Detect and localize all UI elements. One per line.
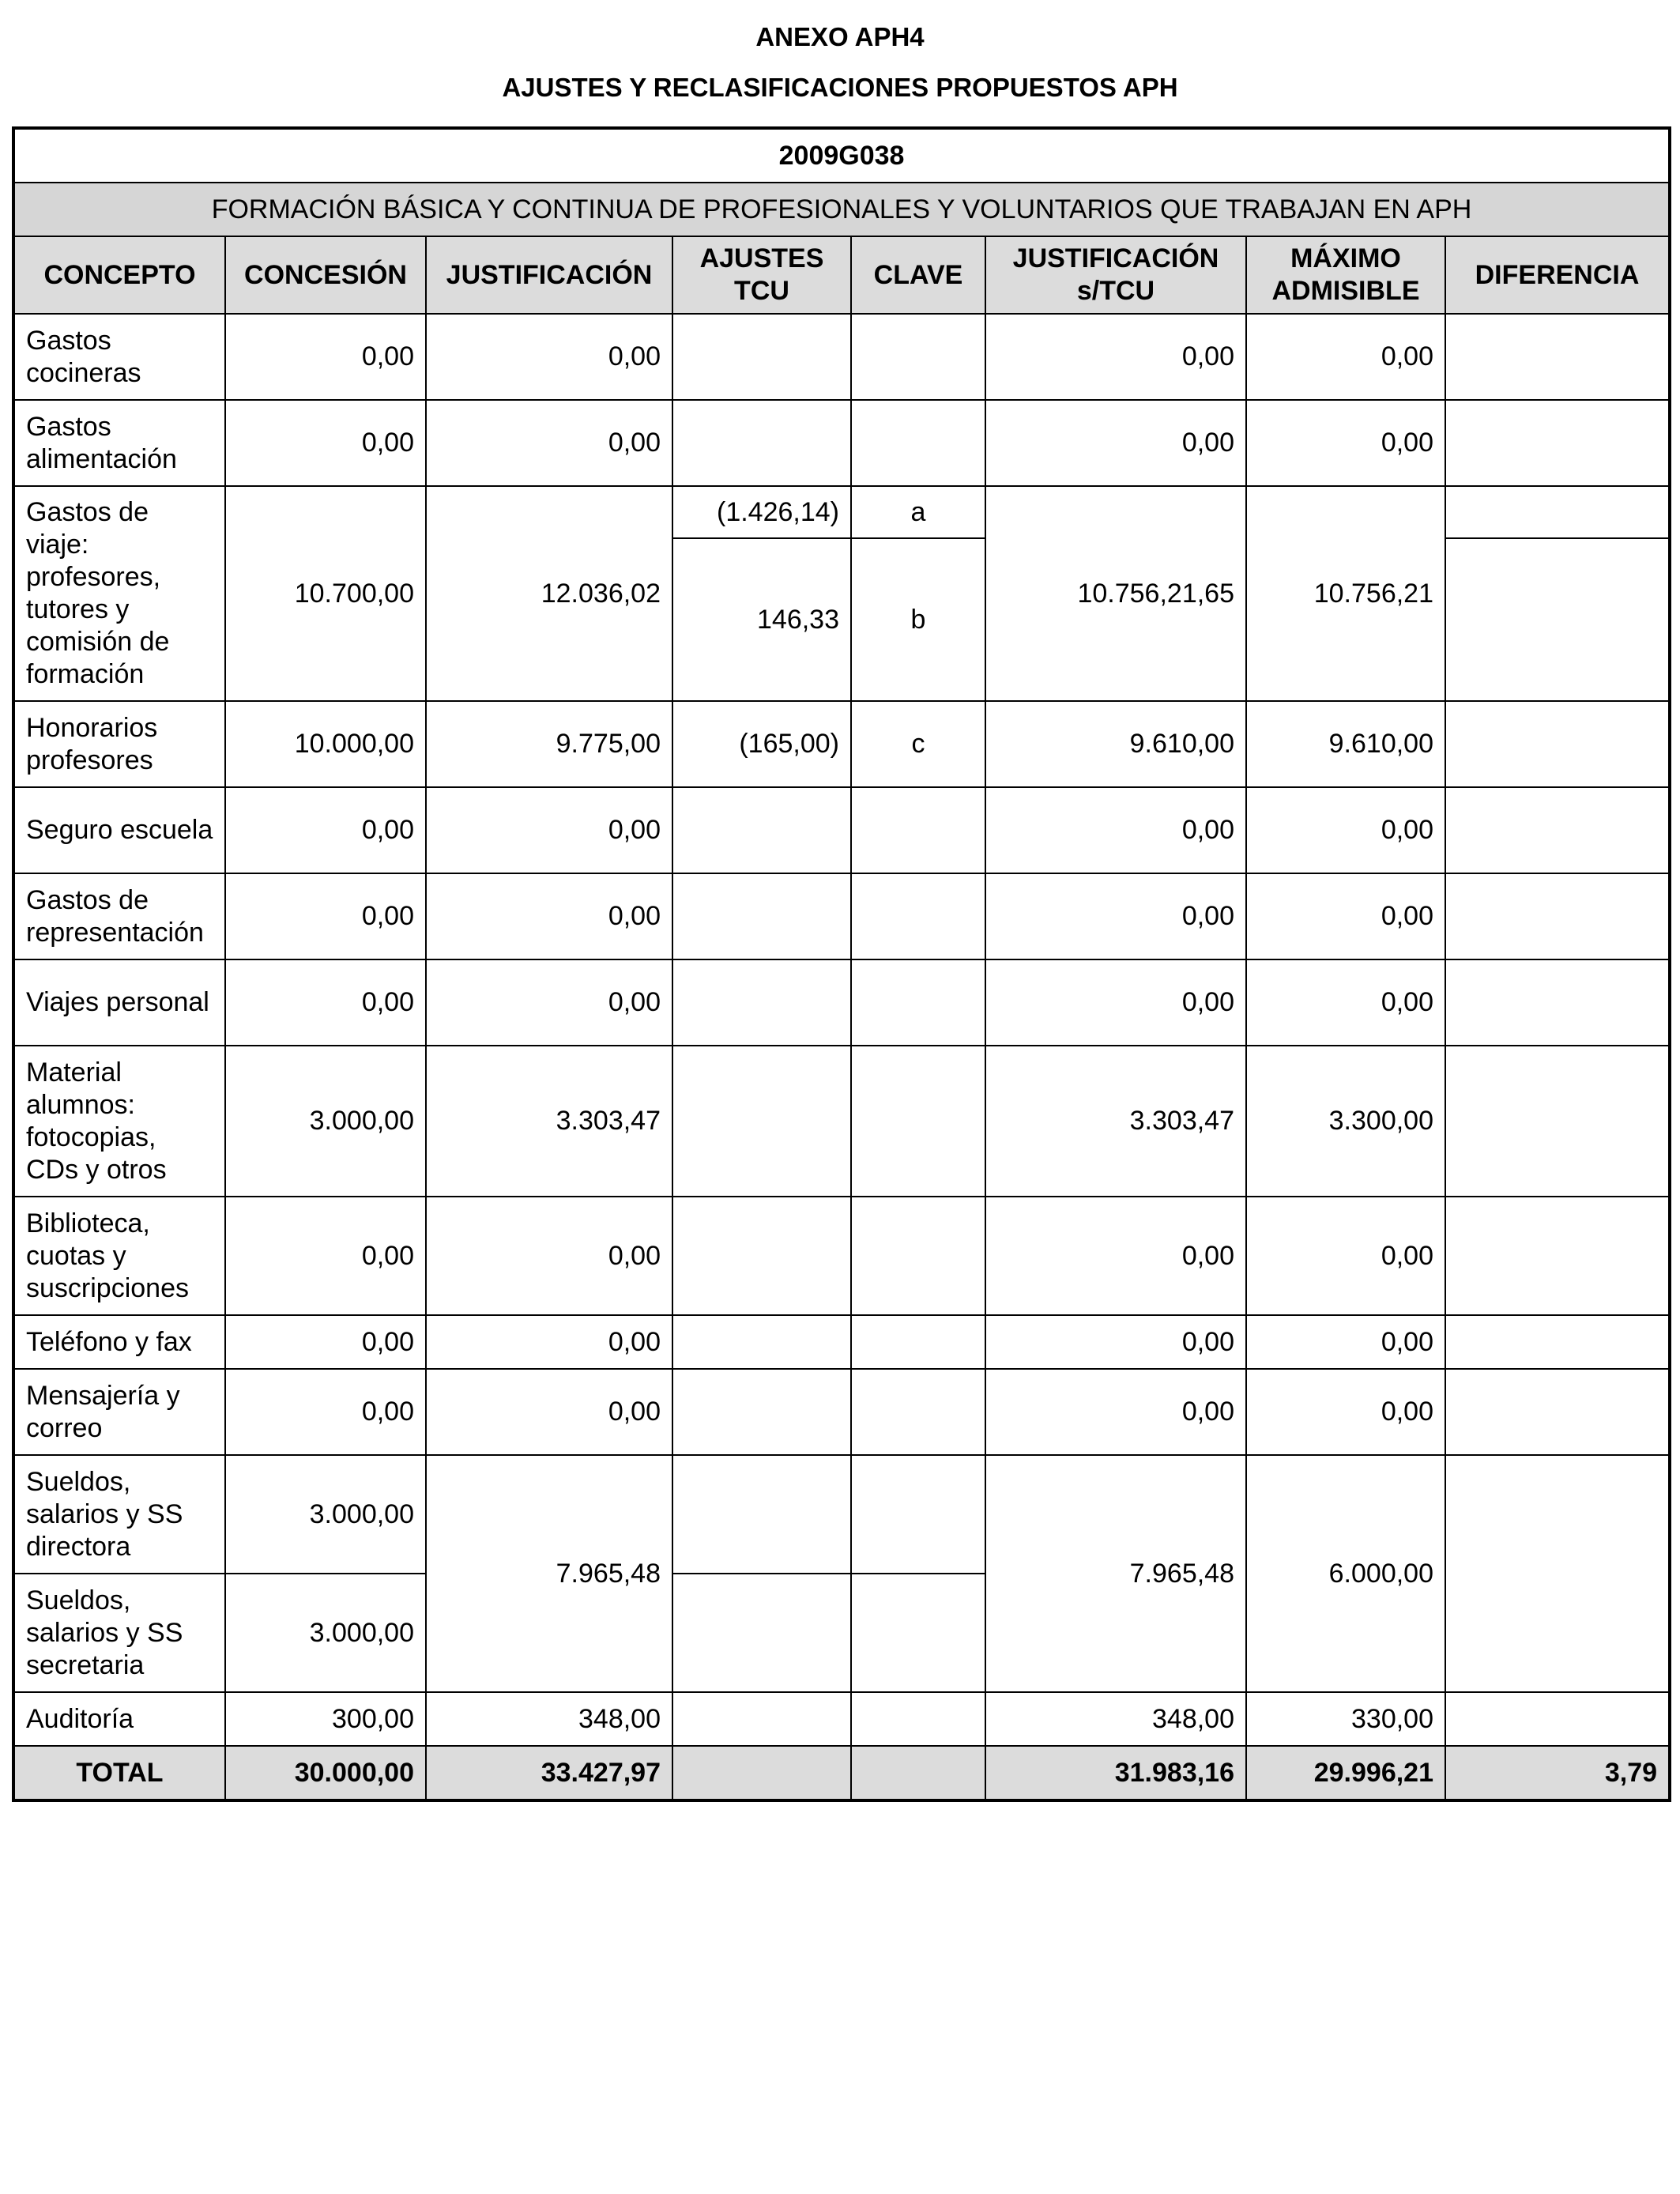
justificacion-cell: 0,00 [426, 1315, 672, 1369]
ajustes-cell [672, 1046, 851, 1197]
clave-cell [851, 1197, 985, 1315]
diferencia-cell [1445, 1046, 1670, 1197]
concesion-cell: 0,00 [225, 400, 426, 486]
clave-cell [851, 1369, 985, 1455]
clave-cell [851, 314, 985, 400]
clave-cell [851, 1574, 985, 1692]
table-row [13, 1369, 1670, 1455]
total-row [13, 1746, 1670, 1800]
justificacion-cell: 3.303,47 [426, 1046, 672, 1197]
concesion-cell: 0,00 [225, 959, 426, 1046]
document-title: ANEXO APH4 [755, 22, 925, 51]
maximo-cell: 330,00 [1246, 1692, 1445, 1746]
just-stcu-cell: 9.610,00 [985, 701, 1246, 787]
section-title: FORMACIÓN BÁSICA Y CONTINUA DE PROFESIONALES Y VOLUNTARIOS QUE TRABAJAN EN APH [13, 183, 1670, 236]
concesion-cell: 3.000,00 [225, 1455, 426, 1574]
col-maximo-admisible: MÁXIMO ADMISIBLE [1246, 236, 1445, 314]
concepto-cell: Gastos de viaje: profesores, tutores y comisión de formación [13, 486, 225, 701]
maximo-cell: 0,00 [1246, 873, 1445, 959]
total-concesion: 30.000,00 [225, 1746, 426, 1800]
concesion-cell: 3.000,00 [225, 1574, 426, 1692]
clave-cell [851, 787, 985, 873]
clave-cell: c [851, 701, 985, 787]
diferencia-cell [1445, 701, 1670, 787]
ajustes-cell [672, 959, 851, 1046]
diferencia-cell [1445, 486, 1670, 538]
col-clave: CLAVE [851, 236, 985, 314]
diferencia-cell [1445, 1315, 1670, 1369]
just-stcu-cell: 0,00 [985, 400, 1246, 486]
clave-cell: a [851, 486, 985, 538]
ajustes-cell: (1.426,14) [672, 486, 851, 538]
clave-cell [851, 400, 985, 486]
ajustes-cell [672, 1574, 851, 1692]
ajustes-cell [672, 1692, 851, 1746]
table-row [13, 873, 1670, 959]
clave-cell [851, 1455, 985, 1574]
table-row [13, 400, 1670, 486]
concesion-cell: 10.700,00 [225, 486, 426, 701]
just-stcu-cell: 10.756,21,65 [985, 486, 1246, 701]
just-stcu-cell: 0,00 [985, 959, 1246, 1046]
clave-cell: b [851, 538, 985, 701]
maximo-cell: 0,00 [1246, 1315, 1445, 1369]
concesion-cell: 0,00 [225, 1369, 426, 1455]
justificacion-cell: 0,00 [426, 1197, 672, 1315]
justificacion-cell: 0,00 [426, 873, 672, 959]
col-justificacion: JUSTIFICACIÓN [426, 236, 672, 314]
ajustes-cell [672, 1197, 851, 1315]
col-diferencia: DIFERENCIA [1445, 236, 1670, 314]
diferencia-cell [1445, 400, 1670, 486]
clave-cell [851, 1046, 985, 1197]
diferencia-cell [1445, 538, 1670, 701]
concesion-cell: 10.000,00 [225, 701, 426, 787]
col-concepto: CONCEPTO [13, 236, 225, 314]
grant-code: 2009G038 [13, 128, 1670, 183]
total-diferencia: 3,79 [1445, 1746, 1670, 1800]
document-subtitle: AJUSTES Y RECLASIFICACIONES PROPUESTOS APH [502, 73, 1178, 102]
justificacion-cell: 0,00 [426, 1369, 672, 1455]
concepto-cell: Seguro escuela [13, 787, 225, 873]
total-justificacion: 33.427,97 [426, 1746, 672, 1800]
concesion-cell: 0,00 [225, 1315, 426, 1369]
justificacion-cell: 348,00 [426, 1692, 672, 1746]
justificacion-cell: 0,00 [426, 314, 672, 400]
justificacion-cell: 12.036,02 [426, 486, 672, 701]
section-row [13, 183, 1670, 236]
diferencia-cell [1445, 314, 1670, 400]
table-row [13, 486, 1670, 538]
diferencia-cell [1445, 873, 1670, 959]
ajustes-cell [672, 873, 851, 959]
ajustes-cell [672, 1369, 851, 1455]
justificacion-cell: 0,00 [426, 959, 672, 1046]
concepto-cell: Material alumnos: fotocopias, CDs y otros [13, 1046, 225, 1197]
justificacion-cell: 0,00 [426, 400, 672, 486]
total-label: TOTAL [13, 1746, 225, 1800]
concesion-cell: 0,00 [225, 1197, 426, 1315]
diferencia-cell [1445, 1369, 1670, 1455]
concesion-cell: 0,00 [225, 873, 426, 959]
maximo-cell: 0,00 [1246, 959, 1445, 1046]
just-stcu-cell: 0,00 [985, 1197, 1246, 1315]
total-maximo: 29.996,21 [1246, 1746, 1445, 1800]
just-stcu-cell: 0,00 [985, 873, 1246, 959]
table-row [13, 1197, 1670, 1315]
just-stcu-cell: 0,00 [985, 1369, 1246, 1455]
total-ajustes [672, 1746, 851, 1800]
ajustes-cell [672, 1315, 851, 1369]
clave-cell [851, 873, 985, 959]
concepto-cell: Sueldos, salarios y SS directora [13, 1455, 225, 1574]
concepto-cell: Mensajería y correo [13, 1369, 225, 1455]
just-stcu-cell: 0,00 [985, 314, 1246, 400]
just-stcu-cell: 0,00 [985, 787, 1246, 873]
code-row [13, 128, 1670, 183]
ajustes-cell [672, 787, 851, 873]
adjustments-table [12, 126, 1671, 1802]
concepto-cell: Gastos cocineras [13, 314, 225, 400]
justificacion-cell: 7.965,48 [426, 1455, 672, 1692]
table-row [13, 701, 1670, 787]
concesion-cell: 0,00 [225, 314, 426, 400]
diferencia-cell [1445, 959, 1670, 1046]
concepto-cell: Gastos de representación [13, 873, 225, 959]
table-row [13, 1315, 1670, 1369]
maximo-cell: 9.610,00 [1246, 701, 1445, 787]
just-stcu-cell: 3.303,47 [985, 1046, 1246, 1197]
concepto-cell: Honorarios profesores [13, 701, 225, 787]
concepto-cell: Viajes personal [13, 959, 225, 1046]
diferencia-cell [1445, 1197, 1670, 1315]
concepto-cell: Sueldos, salarios y SS secretaria [13, 1574, 225, 1692]
col-justificacion-stcu: JUSTIFICACIÓN s/TCU [985, 236, 1246, 314]
concepto-cell: Auditoría [13, 1692, 225, 1746]
maximo-cell: 6.000,00 [1246, 1455, 1445, 1692]
maximo-cell: 0,00 [1246, 1369, 1445, 1455]
table-row [13, 314, 1670, 400]
table-row [13, 1692, 1670, 1746]
ajustes-cell [672, 314, 851, 400]
concepto-cell: Biblioteca, cuotas y suscripciones [13, 1197, 225, 1315]
concesion-cell: 300,00 [225, 1692, 426, 1746]
ajustes-cell [672, 1455, 851, 1574]
maximo-cell: 10.756,21 [1246, 486, 1445, 701]
just-stcu-cell: 348,00 [985, 1692, 1246, 1746]
maximo-cell: 0,00 [1246, 1197, 1445, 1315]
maximo-cell: 0,00 [1246, 400, 1445, 486]
diferencia-cell [1445, 1692, 1670, 1746]
table-row [13, 1455, 1670, 1574]
just-stcu-cell: 0,00 [985, 1315, 1246, 1369]
diferencia-cell [1445, 787, 1670, 873]
justificacion-cell: 0,00 [426, 787, 672, 873]
maximo-cell: 0,00 [1246, 314, 1445, 400]
total-clave [851, 1746, 985, 1800]
justificacion-cell: 9.775,00 [426, 701, 672, 787]
clave-cell [851, 1315, 985, 1369]
ajustes-cell [672, 400, 851, 486]
table-row [13, 959, 1670, 1046]
column-headers [13, 236, 1670, 314]
col-ajustes-tcu: AJUSTES TCU [672, 236, 851, 314]
concesion-cell: 0,00 [225, 787, 426, 873]
table-row [13, 1046, 1670, 1197]
concesion-cell: 3.000,00 [225, 1046, 426, 1197]
concepto-cell: Teléfono y fax [13, 1315, 225, 1369]
clave-cell [851, 1692, 985, 1746]
just-stcu-cell: 7.965,48 [985, 1455, 1246, 1692]
maximo-cell: 0,00 [1246, 787, 1445, 873]
diferencia-cell [1445, 1455, 1670, 1692]
ajustes-cell: (165,00) [672, 701, 851, 787]
col-concesion: CONCESIÓN [225, 236, 426, 314]
clave-cell [851, 959, 985, 1046]
ajustes-cell: 146,33 [672, 538, 851, 701]
concepto-cell: Gastos alimentación [13, 400, 225, 486]
total-just-stcu: 31.983,16 [985, 1746, 1246, 1800]
maximo-cell: 3.300,00 [1246, 1046, 1445, 1197]
table-row [13, 787, 1670, 873]
